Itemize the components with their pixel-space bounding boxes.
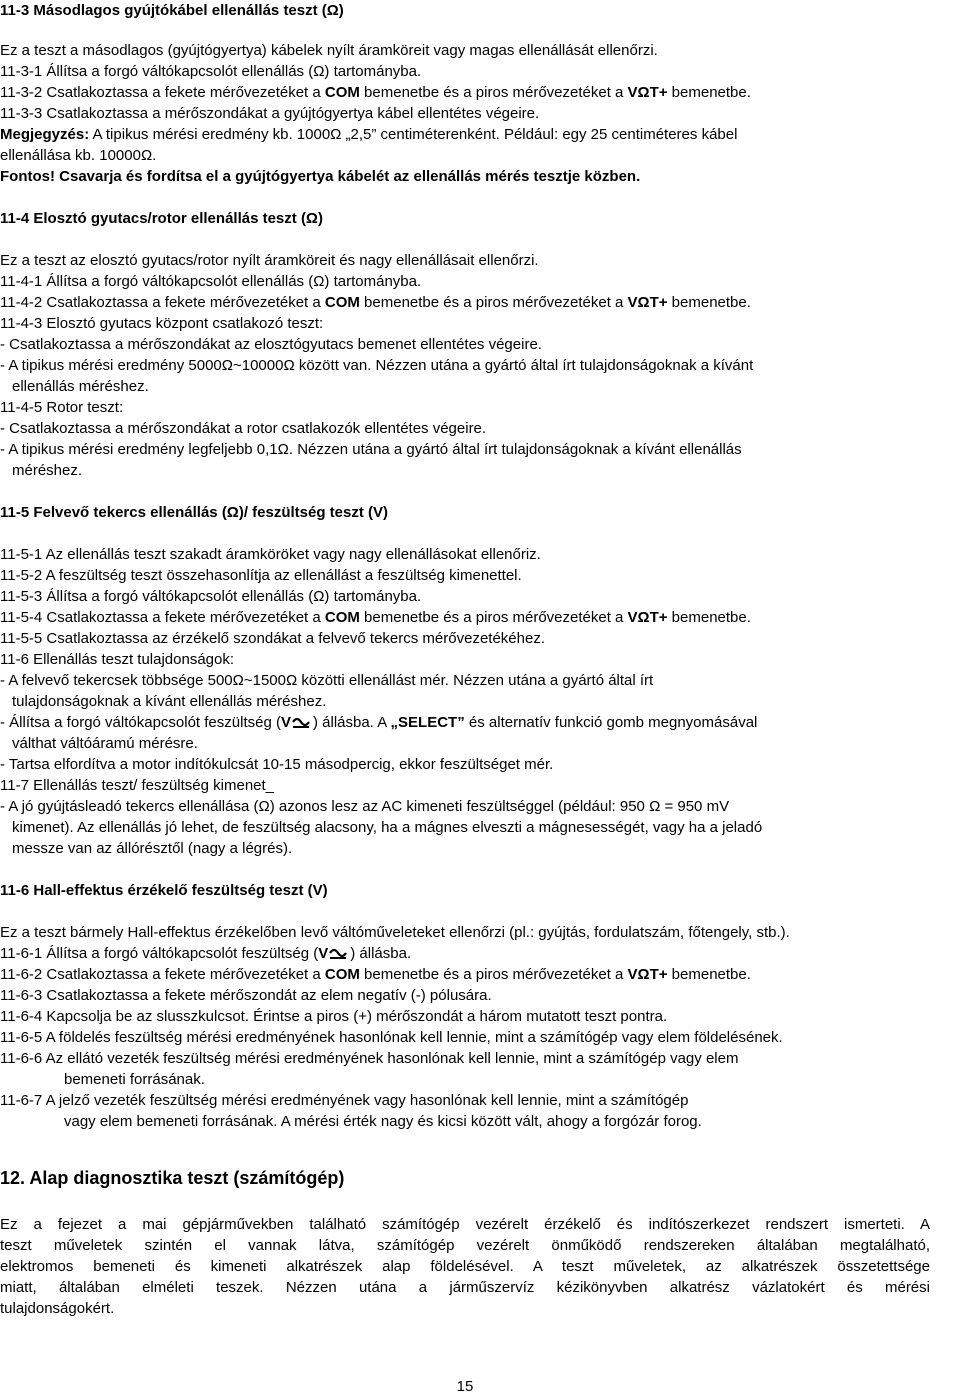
text: 11-6-7 A jelző vezeték feszültség mérési eredményének vagy hasonlónak kell lennie, mint a számítógép — [0, 1092, 689, 1109]
paragraph — [0, 292, 751, 313]
volt-label: V — [280, 714, 291, 731]
text: 11-3-2 Csatlakoztassa a fekete mérővezetéket a — [0, 84, 325, 101]
text: Ez a teszt a másodlagos (gyújtógyertya) kábelek nyílt áramköreit vagy magas ellenállását ellenőrzi. — [0, 42, 658, 59]
text: - Tartsa elfordítva a motor indítókulcsát 10-15 másodpercig, ekkor feszültséget mér. — [0, 756, 554, 773]
paragraph — [0, 922, 790, 943]
text: bemenetbe és a piros mérővezetéket a — [359, 609, 628, 626]
text: válthat váltóáramú mérésre. — [12, 735, 198, 752]
text: bemeneti forrásának. — [64, 1071, 205, 1088]
text: 11-6 Ellenállás teszt tulajdonságok: — [0, 651, 235, 668]
text: 11-5-1 Az ellenállás teszt szakadt áramköröket vagy nagy ellenállásokat ellenőriz. — [0, 546, 541, 563]
paragraph — [0, 544, 541, 565]
text: 11-6-1 Állítsa a forgó váltókapcsolót feszültség ( — [0, 945, 319, 962]
text: és alternatív funkció gomb megnyomásával — [464, 714, 758, 731]
text: - Csatlakoztassa a mérőszondákat a rotor csatlakozók ellentétes végeire. — [0, 420, 487, 437]
text: ) állásba. — [350, 945, 412, 962]
section-heading-11-5 — [0, 502, 388, 523]
list-item-continued — [12, 733, 198, 754]
text: 11-5-5 Csatlakoztassa az érzékelő szondákat a felvevő tekercs mérővezetékéhez. — [0, 630, 545, 647]
vot-label: VΩT+ — [627, 84, 668, 101]
text: A tipikus mérési eredmény kb. 1000Ω „2,5” centiméterenként. Például: egy 25 centiméteres kábel — [89, 126, 738, 143]
paragraph — [0, 250, 539, 271]
text: bemenetbe és a piros mérővezetéket a — [359, 966, 628, 983]
paragraph — [0, 1235, 930, 1256]
paragraph — [0, 313, 323, 334]
warning-label: Fontos! — [0, 168, 55, 185]
paragraph — [0, 1256, 930, 1277]
text: 11-6-6 Az ellátó vezeték feszültség mérési eredményének hasonlónak kell lennie, mint a számítógép vagy elem — [0, 1050, 739, 1067]
heading-text: 11-3 Másodlagos gyújtókábel ellenállás teszt (Ω) — [0, 2, 344, 19]
text: - A jó gyújtásleadó tekercs ellenállása (Ω) azonos lesz az AC kimeneti feszültséggel (például: 950 Ω = 950 mV — [0, 798, 730, 815]
paragraph — [0, 1214, 930, 1235]
warning — [0, 166, 640, 187]
list-item — [0, 355, 753, 376]
text: Csavarja és fordítsa el a gyújtógyertya kábelét az ellenállás mérés tesztje közben. — [54, 168, 641, 185]
text: miatt, általában elméleti teszek. Nézzen utána a járműszervíz kézikönyvben alkatrész vázlatokért és mérési — [0, 1279, 930, 1296]
text: méréshez. — [12, 462, 83, 479]
com-label: COM — [324, 84, 360, 101]
text: - A felvevő tekercsek többsége 500Ω~1500Ω közötti ellenállást mér. Nézzen utána a gyártó által írt — [0, 672, 654, 689]
paragraph — [0, 586, 421, 607]
list-item — [0, 439, 742, 460]
text: elektromos bemeneti és kimeneti alkatrészek alap földelésével. A teszt műveletek, az alkatrészek összetettsége — [0, 1258, 930, 1275]
list-item — [0, 754, 553, 775]
paragraph — [0, 1048, 738, 1069]
paragraph — [0, 82, 751, 103]
chapter-heading-12 — [0, 1168, 344, 1189]
list-item — [0, 712, 757, 733]
section-heading-11-6 — [0, 880, 328, 901]
paragraph — [0, 1090, 688, 1111]
paragraph — [0, 61, 421, 82]
text: teszt műveletek szintén el vannak látva, számítógép vezérelt önműködő rendszereken általában megtalálható, — [0, 1237, 930, 1254]
list-item — [0, 418, 486, 439]
text: bemenetbe és a piros mérővezetéket a — [359, 294, 628, 311]
paragraph — [0, 1298, 114, 1319]
page-number: 15 — [456, 1378, 474, 1395]
list-item — [0, 796, 729, 817]
paragraph — [0, 397, 123, 418]
text: - Állítsa a forgó váltókapcsolót feszültség ( — [0, 714, 281, 731]
text: 11-4-2 Csatlakoztassa a fekete mérővezetéket a — [0, 294, 325, 311]
paragraph — [0, 943, 411, 964]
list-item-continued — [12, 838, 292, 859]
note-label: Megjegyzés: — [0, 126, 90, 143]
text: Ez a teszt az elosztó gyutacs/rotor nyílt áramköreit és nagy ellenállásait ellenőrzi. — [0, 252, 539, 269]
text: bemenetbe. — [667, 84, 751, 101]
text: 11-6-5 A földelés feszültség mérési eredményének hasonlónak kell lennie, mint a számítógép vagy elem földelésének. — [0, 1029, 783, 1046]
paragraph — [0, 649, 234, 670]
com-label: COM — [324, 966, 360, 983]
heading-text: 11-4 Elosztó gyutacs/rotor ellenállás teszt (Ω) — [0, 210, 323, 227]
text: Ez a teszt bármely Hall-effektus érzékelőben levő váltóműveleteket ellenőrzi (pl.: gyújtás, fordulatszám, főtengely, stb.). — [0, 924, 790, 941]
paragraph — [0, 565, 522, 586]
text: ellenállása kb. 10000Ω. — [0, 147, 157, 164]
text: 11-4-3 Elosztó gyutacs központ csatlakozó teszt: — [0, 315, 324, 332]
text: 11-4-5 Rotor teszt: — [0, 399, 124, 416]
text: 11-5-2 A feszültség teszt összehasonlítja az ellenállást a feszültség kimenettel. — [0, 567, 522, 584]
text: 11-4-1 Állítsa a forgó váltókapcsolót ellenállás (Ω) tartományba. — [0, 273, 422, 290]
paragraph — [0, 40, 658, 61]
paragraph — [0, 271, 421, 292]
paragraph — [0, 775, 274, 796]
text: 11-3-3 Csatlakoztassa a mérőszondákat a gyújtógyertya kábel ellentétes végeire. — [0, 105, 540, 122]
select-label: „SELECT” — [390, 714, 465, 731]
paragraph — [0, 103, 539, 124]
vot-label: VΩT+ — [627, 294, 668, 311]
text: bemenetbe. — [667, 609, 751, 626]
paragraph — [0, 1027, 783, 1048]
heading-text: 11-5 Felvevő tekercs ellenállás (Ω)/ feszültség teszt (V) — [0, 504, 389, 521]
text: Ez a fejezet a mai gépjárművekben található számítógép vezérelt érzékelő és indítószerkezet rendszert ismerteti. A — [0, 1216, 930, 1233]
text: 11-5-4 Csatlakoztassa a fekete mérővezetéket a — [0, 609, 325, 626]
list-item-continued — [12, 376, 149, 397]
com-label: COM — [324, 294, 360, 311]
list-item-continued — [12, 691, 326, 712]
ac-voltage-icon — [328, 946, 350, 960]
list-item — [0, 670, 653, 691]
paragraph — [0, 964, 751, 985]
text: ) állásba. A — [312, 714, 391, 731]
paragraph — [0, 607, 751, 628]
chapter-title: Alap diagnosztika teszt (számítógép) — [29, 1168, 345, 1188]
paragraph — [0, 1277, 930, 1298]
text: - A tipikus mérési eredmény legfeljebb 0,1Ω. Nézzen utána a gyártó által írt tulajdonságoknak a kívánt ellenállás — [0, 441, 742, 458]
text: ellenállás méréshez. — [12, 378, 149, 395]
text: bemenetbe. — [667, 294, 751, 311]
paragraph-continued — [64, 1111, 702, 1132]
vot-label: VΩT+ — [627, 609, 668, 626]
volt-label: V — [318, 945, 329, 962]
note — [0, 124, 737, 145]
section-heading-11-4 — [0, 208, 323, 229]
text: 11-7 Ellenállás teszt/ feszültség kimenet_ — [0, 777, 275, 794]
list-item-continued — [12, 817, 762, 838]
heading-text: 11-6 Hall-effektus érzékelő feszültség teszt (V) — [0, 882, 328, 899]
text: - A tipikus mérési eredmény 5000Ω~10000Ω között van. Nézzen utána a gyártó által írt tulajdonságoknak a kívánt — [0, 357, 754, 374]
vot-label: VΩT+ — [627, 966, 668, 983]
text: tulajdonságokért. — [0, 1300, 115, 1317]
text: 11-6-3 Csatlakoztassa a fekete mérőszondát az elem negatív (-) pólusára. — [0, 987, 492, 1004]
section-heading-11-3 — [0, 0, 344, 21]
text: vagy elem bemeneti forrásának. A mérési érték nagy és kicsi között vált, ahogy a forgózár forog. — [64, 1113, 702, 1130]
paragraph — [0, 985, 492, 1006]
text: 11-6-2 Csatlakoztassa a fekete mérővezetéket a — [0, 966, 325, 983]
note-continued — [0, 145, 156, 166]
paragraph-continued — [64, 1069, 205, 1090]
text: - Csatlakoztassa a mérőszondákat az elosztógyutacs bemenet ellentétes végeire. — [0, 336, 542, 353]
chapter-number: 12. — [0, 1168, 26, 1188]
paragraph — [0, 628, 545, 649]
com-label: COM — [324, 609, 360, 626]
list-item — [0, 334, 542, 355]
ac-voltage-icon — [291, 715, 313, 729]
text: 11-6-4 Kapcsolja be az slusszkulcsot. Érintse a piros (+) mérőszondát a három mutatott teszt pontra. — [0, 1008, 668, 1025]
text: bemenetbe és a piros mérővezetéket a — [359, 84, 628, 101]
list-item-continued — [12, 460, 82, 481]
text: kimenet). Az ellenállás jó lehet, de feszültség alacsony, ha a mágnes elveszti a mágnesességét, vagy ha a jeladó — [12, 819, 763, 836]
paragraph — [0, 1006, 667, 1027]
text: messze van az állórésztől (nagy a légrés). — [12, 840, 293, 857]
text: 11-3-1 Állítsa a forgó váltókapcsolót ellenállás (Ω) tartományba. — [0, 63, 422, 80]
text: bemenetbe. — [667, 966, 751, 983]
text: 11-5-3 Állítsa a forgó váltókapcsolót ellenállás (Ω) tartományba. — [0, 588, 422, 605]
text: tulajdonságoknak a kívánt ellenállás méréshez. — [12, 693, 327, 710]
